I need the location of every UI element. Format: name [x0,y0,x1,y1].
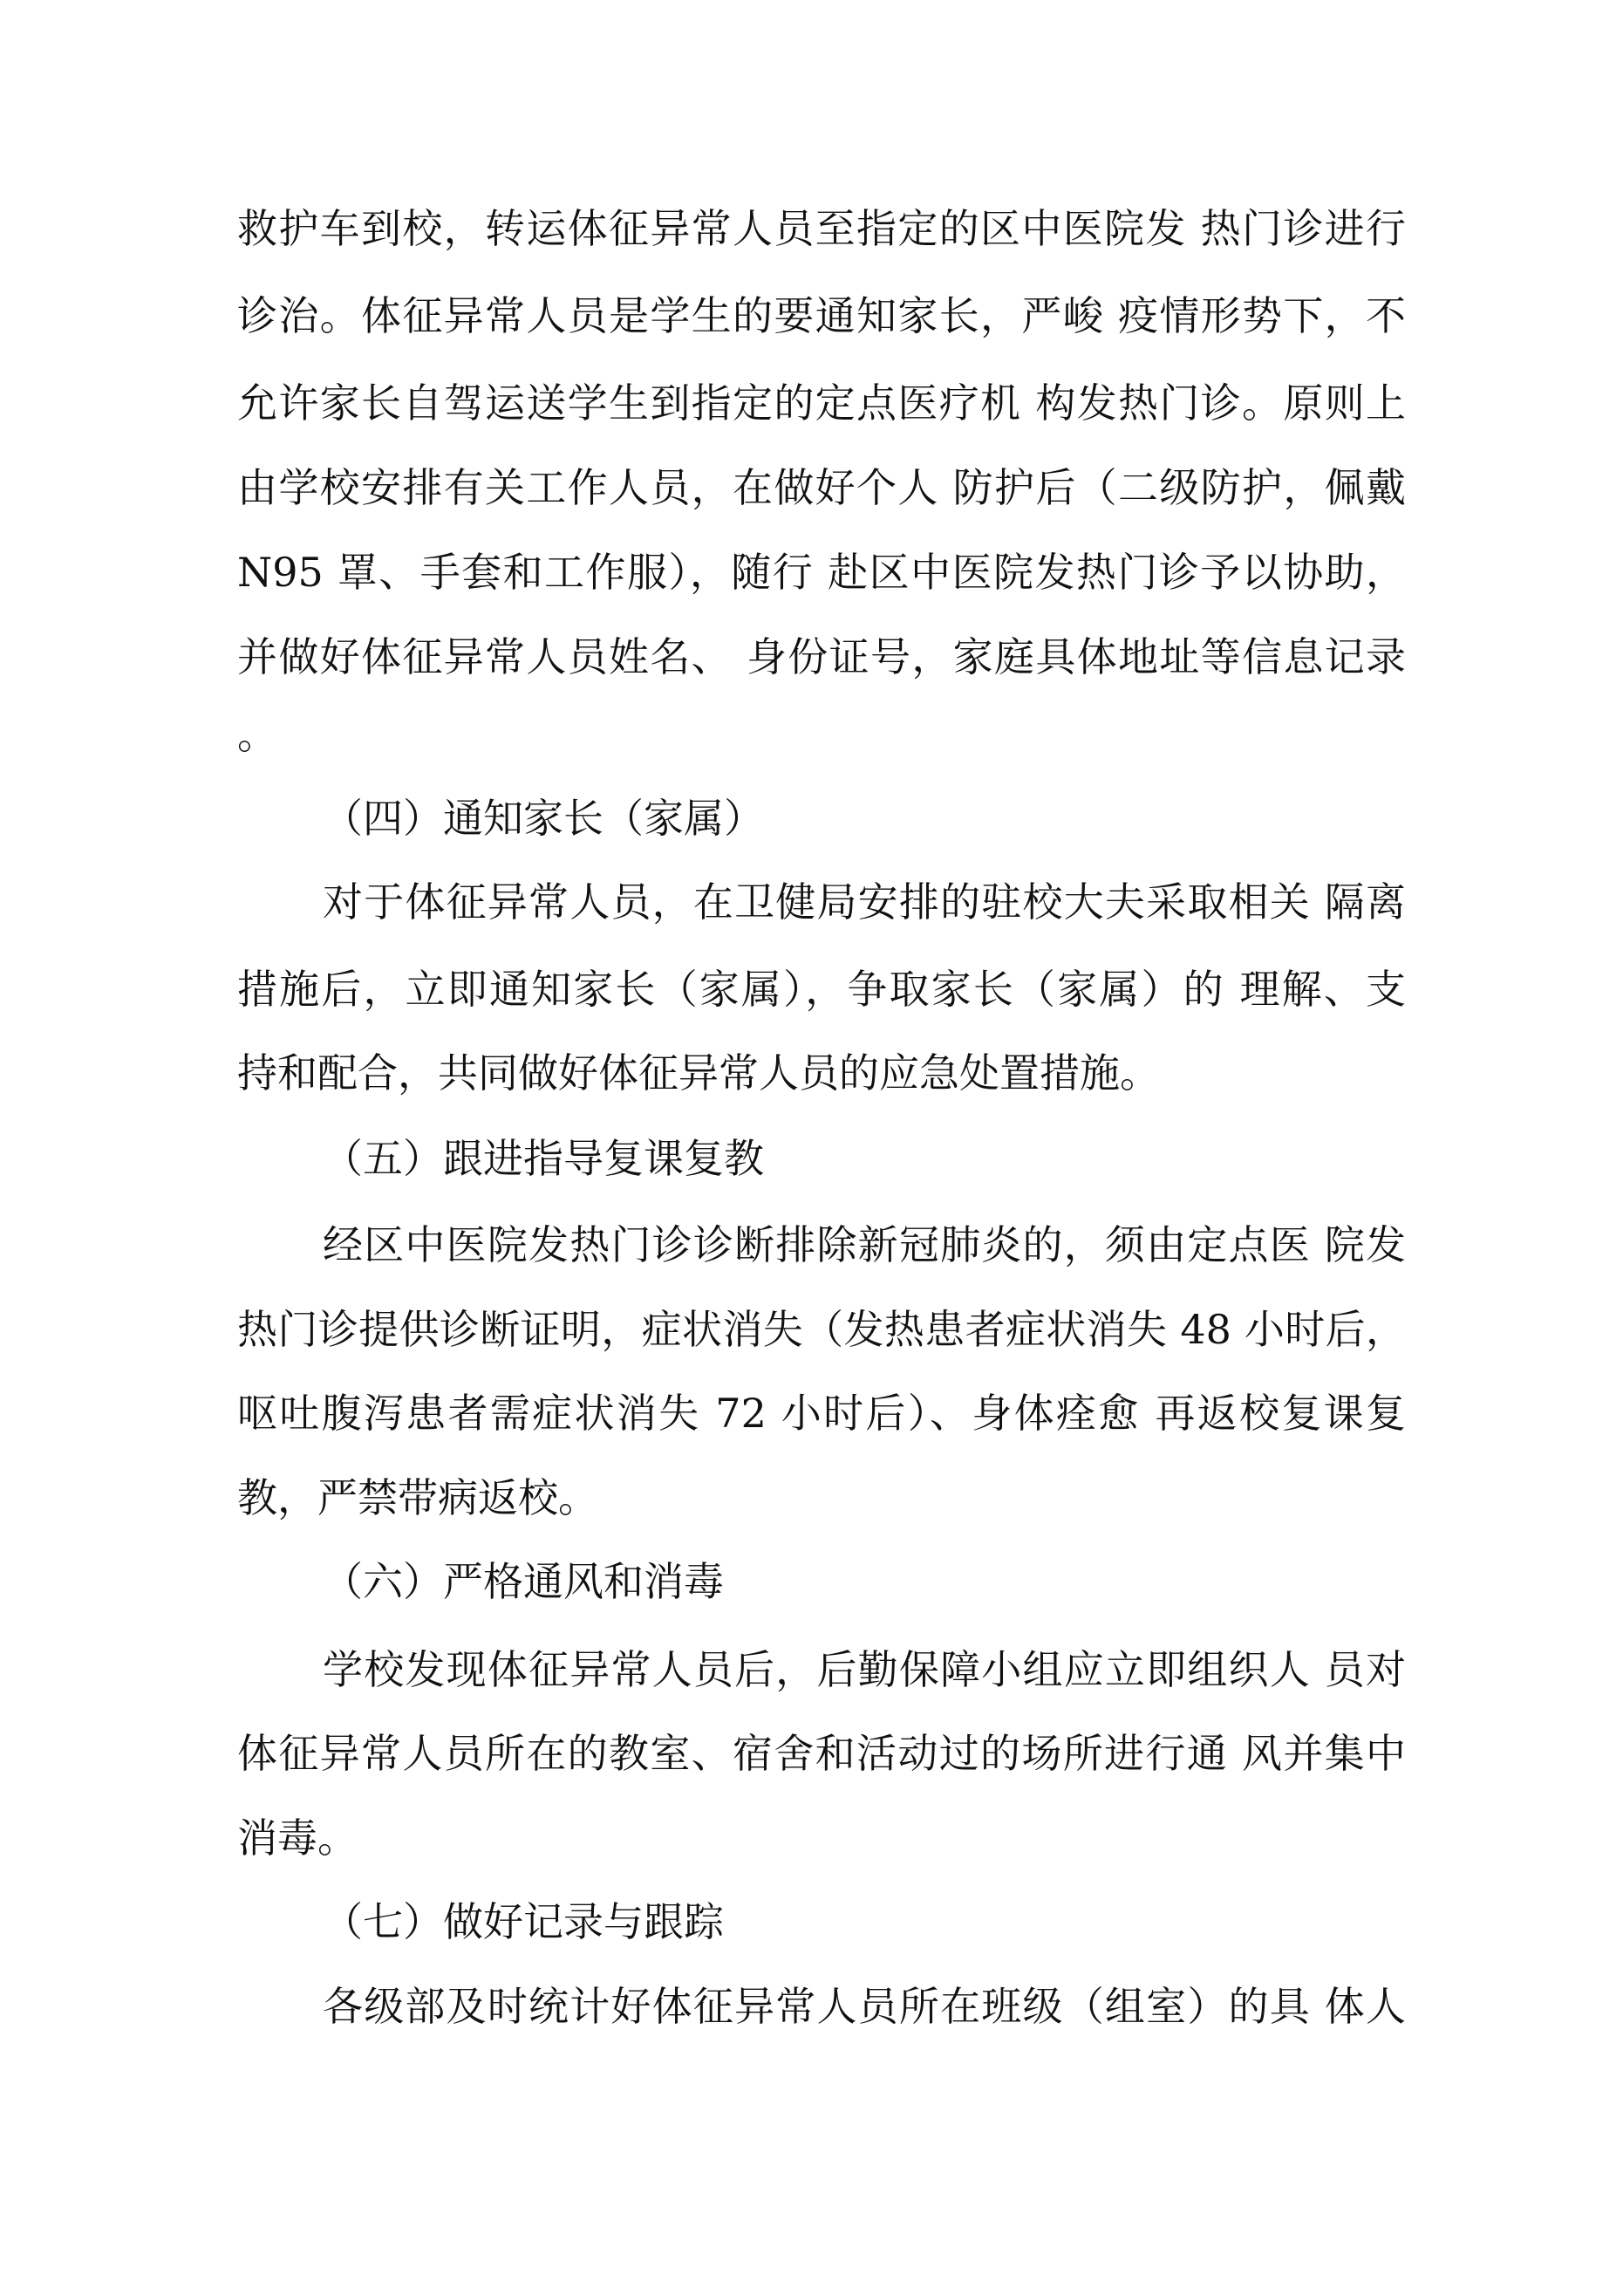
paragraph-line: 持和配合，共同做好体征异常人员的应急处置措施。 [237,1049,1160,1097]
paragraph-line: 各级部及时统计好体征异常人员所在班级（组室）的具 体人 [323,1983,1406,2030]
paragraph-line: 体征异常人员所在的教室、宿舍和活动过的场所进行通 风并集中 [237,1730,1406,1777]
paragraph-line: 由学校安排有关工作人员，在做好个人 防护后（二级防护，佩戴 [237,464,1406,511]
paragraph-line: 诊治。体征异常人员是学生的要通知家长，严峻 疫情形势下，不 [237,292,1406,339]
section-heading-6: （六）严格通风和消毒 [323,1558,724,1605]
paragraph-line: 救护车到校，转运体征异常人员至指定的区中医院发 热门诊进行 [237,205,1406,252]
paragraph-line: 并做好体征异常人员姓名、 身份证号，家庭具体地址等信息记录 [237,633,1406,680]
paragraph-line: N95 罩、手套和工作服），随行 赴区中医院发热门诊予以协助， [237,549,1406,596]
section-heading-5: （五）跟进指导复课复教 [323,1135,764,1182]
paragraph-line: 教，严禁带病返校。 [237,1474,598,1521]
section-heading-7: （七）做好记录与跟踪 [323,1898,724,1945]
paragraph-line: 热门诊提供诊断证明，症状消失（发热患者症状消失 48 小时后， [237,1306,1406,1353]
paragraph-line: 消毒。 [237,1814,358,1862]
paragraph-line: 。 [237,711,277,758]
paragraph-line: 学校发现体征异常人员后，后勤保障小组应立即组织人 员对 [323,1646,1406,1693]
paragraph-line: 对于体征异常人员，在卫健局安排的驻校大夫采取相关 隔离 [323,878,1406,926]
paragraph-line: 措施后，立即通知家长（家属），争取家长（家属）的 理解、支 [237,966,1406,1013]
paragraph-line: 允许家长自驾运送学生到指定的定点医疗机 构发热门诊。原则上 [237,379,1406,427]
paragraph-line: 经区中医院发热门诊诊断排除新冠肺炎的，须由定点医 院发 [323,1221,1406,1268]
paragraph-line: 呕吐腹泻患者需症状消失 72 小时后）、身体痊愈 再返校复课复 [237,1390,1406,1437]
section-heading-4: （四）通知家长（家属） [323,795,764,842]
